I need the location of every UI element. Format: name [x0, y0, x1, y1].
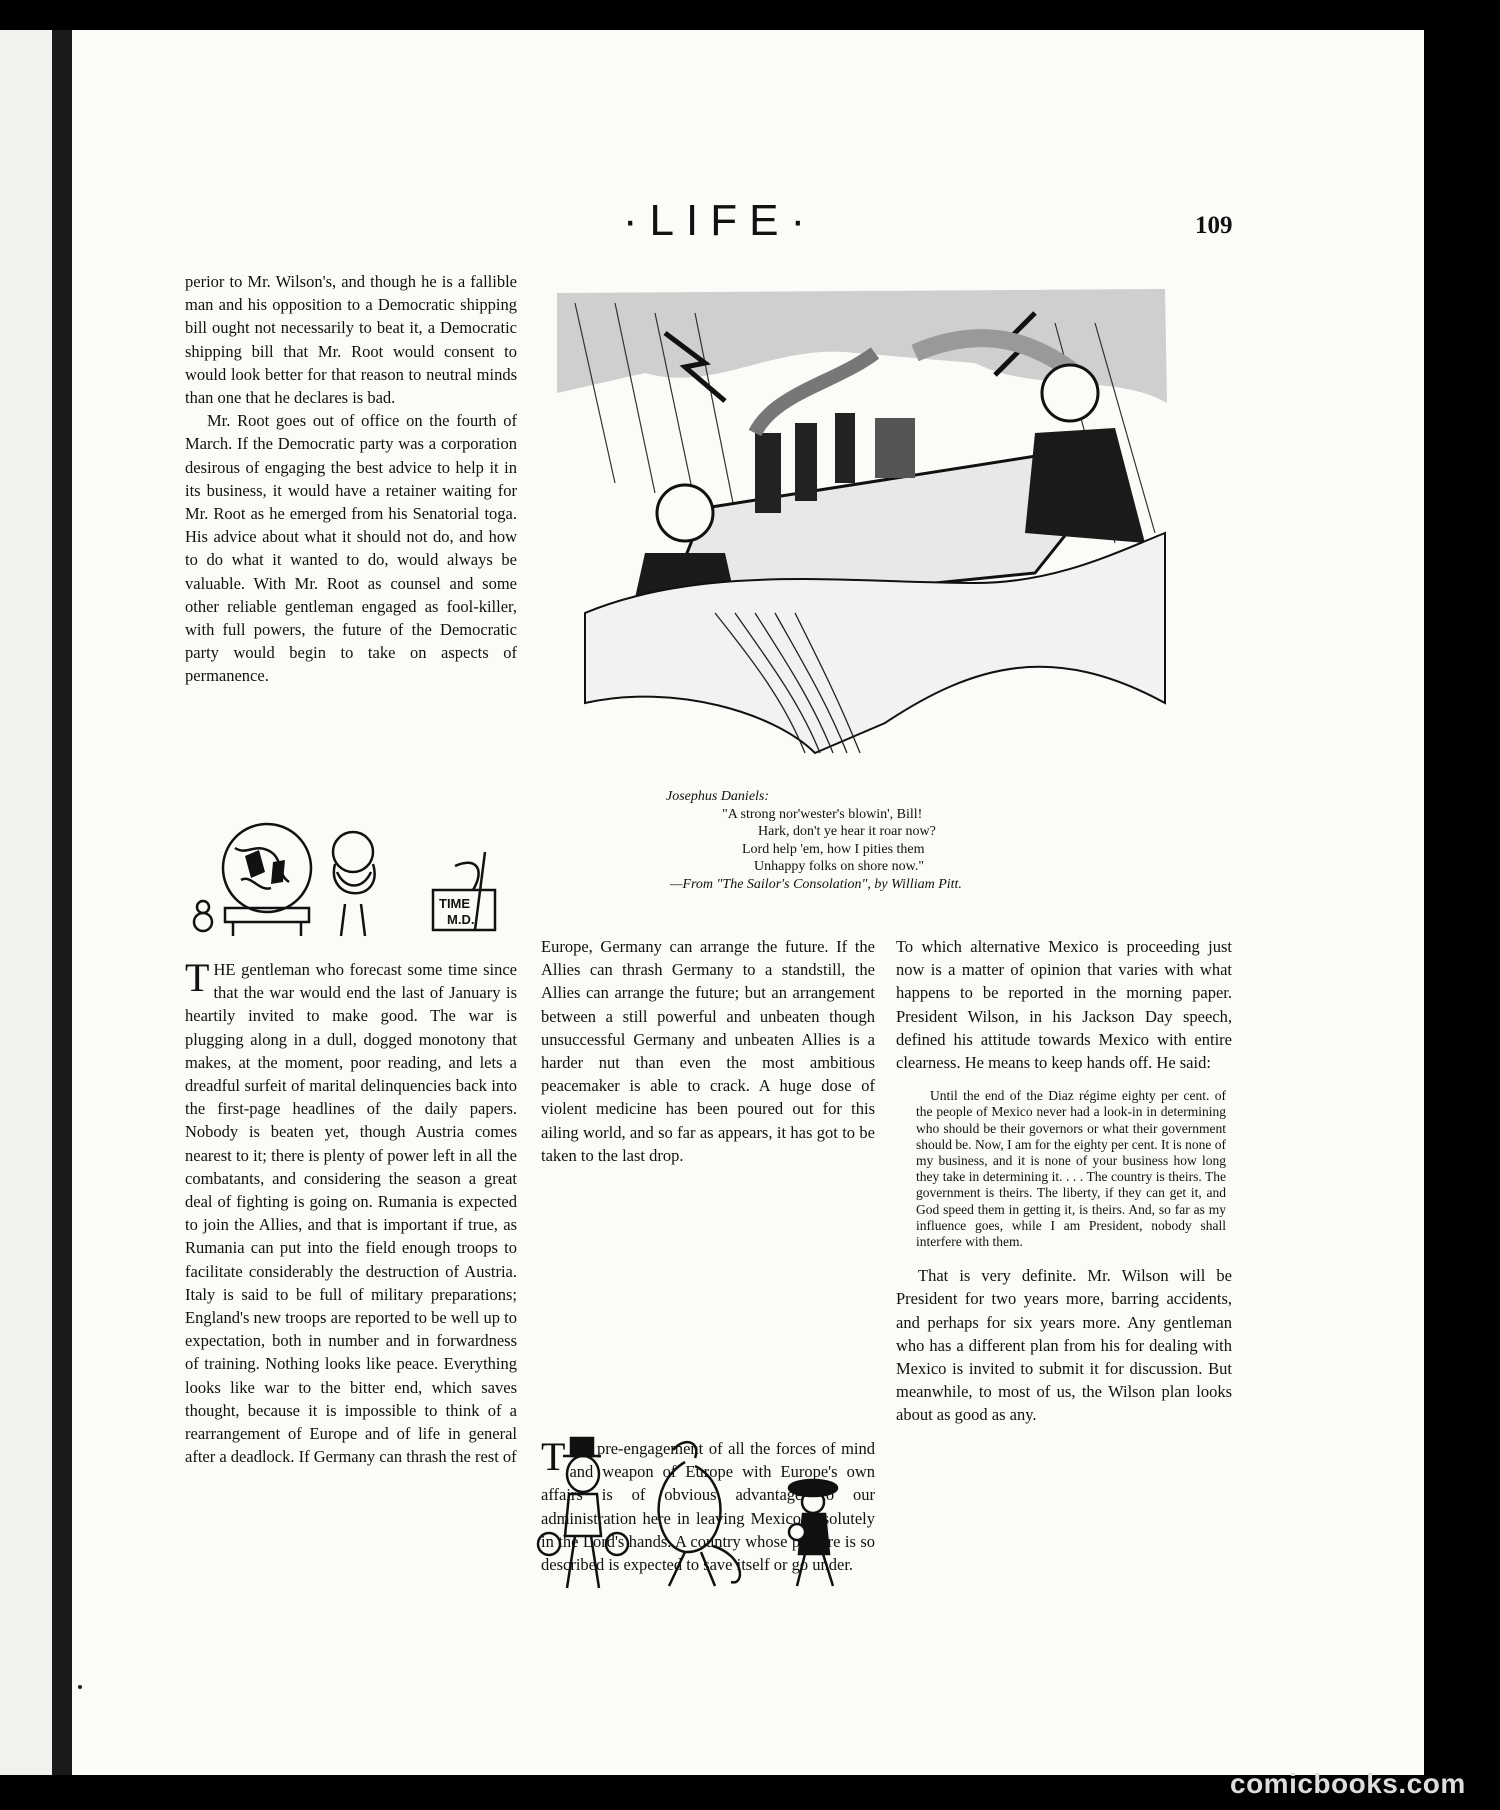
- adjacent-page-edge: [0, 30, 60, 1775]
- paragraph: Mr. Root goes out of office on the fourth of March. If the Democratic party was a corporation desirous of engaging the best advice to help it in its business, it would have a retainer waiting for Mr. Root as he emerged from his Senatorial toga. His advice about what it should not do, and how to do what it wanted to do, would always be valuable. With Mr. Root as counsel and some other reliable gentleman engaged as fool-killer, with full powers, the future of the Democratic party would begin to take on aspects of permanence.: [185, 411, 517, 686]
- paragraph-text: HE gentleman who forecast some time since that the war would end the last of January is heartily invited to make good. The war is plugging along in a dull, dogged monotony that makes, at the moment, poor reading, and lets a dreadful surfeit of marital delinquencies back into the first-page headlines of the daily papers. Nobody is beaten yet, though Austria comes nearest to it; there is plenty of power left in all the combatants, and considering the season a great deal of fighting is going on. Rumania is expected to join the Allies, and that is important if true, as Rumania can put into the field enough troops to facilitate considerably the destruction of Austria. Italy is said to be full of military preparations; England's new troops are reported to be well up to expectation, both in number and in forwardness of training. Nothing looks like peace. Everything looks like war to the bitter end, which saves thought, because it is impossible to think of a rearrangement of Europe and of life in general after a deadlock. If Germany can thrash the rest of: [185, 960, 517, 1467]
- column-3: [896, 935, 1232, 1427]
- drop-cap: T: [185, 955, 210, 1000]
- page-number: 109: [1195, 212, 1233, 239]
- navy-storm-cartoon: [555, 283, 1175, 778]
- svg-text:M.D.: M.D.: [447, 912, 475, 927]
- cartoon-caption: [650, 788, 1110, 893]
- column-1-bottom: [185, 955, 517, 1468]
- caption-source: —From "The Sailor's Consolation", by William Pitt.: [670, 876, 962, 892]
- column-2-top: [541, 935, 875, 1167]
- paragraph: [185, 955, 517, 1468]
- paragraph: To which alternative Mexico is proceeding just now is a matter of opinion that varies with what happens to be reported in the morning paper. President Wilson, in his Jackson Day speech, defined his attitude towards Mexico with entire clearness. He means to keep hands off. He said:: [896, 937, 1232, 1073]
- globe-and-doctor-vignette: [185, 812, 515, 938]
- caption-line: "A strong nor'wester's blowin', Bill!: [722, 806, 923, 822]
- watermark: comicbooks.com: [1230, 1768, 1466, 1799]
- drop-cap: T: [541, 1434, 566, 1479]
- caption-speaker: Josephus Daniels:: [666, 789, 770, 804]
- block-quote: [916, 1088, 1226, 1250]
- caption-line: Hark, don't ye hear it roar now?: [758, 824, 936, 839]
- binding-gutter: [52, 30, 72, 1775]
- caption-line: Unhappy folks on shore now.": [754, 859, 925, 874]
- scan-speck: [78, 1685, 82, 1689]
- magazine-title: ·LIFE·: [622, 196, 818, 245]
- paragraph: Europe, Germany can arrange the future. If the Allies can thrash Germany to a standstill, the Allies can arrange the future; but an arrangement between a still powerful and unbeaten though unsuccessful Germany and unbeaten Allies is a harder nut than even the most ambitious peacemaker is able to crack. A huge dose of violent medicine has been poured out for this ailing world, and so far as appears, it has got to be taken to the last drop.: [541, 937, 875, 1165]
- quote-text: Until the end of the Diaz régime eighty per cent. of the people of Mexico never had a look-in in determining who should be their governors or what their government should be. Now, I am for the eighty per cent. It is none of my business, and it is none of your business how long they take in determining it. . . . The country is theirs. The government is theirs. The liberty, if they can get it, and God speed them in getting it, is theirs. And, so far as my influence goes, while I am President, nobody shall interfere with them.: [916, 1088, 1226, 1250]
- column-2-bottom-text: [541, 1434, 875, 1576]
- svg-text:TIME: TIME: [439, 896, 471, 911]
- paragraph: That is very definite. Mr. Wilson will be President for two years more, barring accidents, and perhaps for six years more. Any gentleman who has a different plan from his for dealing with Mexico is invited to submit it for discussion. But meanwhile, to most of us, the Wilson plan looks about as good as any.: [896, 1266, 1232, 1425]
- column-1-top: [185, 270, 517, 688]
- paragraph: perior to Mr. Wilson's, and though he is a fallible man and his opposition to a Democratic shipping bill ought not necessarily to beat it, a Democratic shipping bill that Mr. Root would consent to would look better for that reason to neutral minds than one that he declares is bad.: [185, 272, 517, 408]
- caption-line: Lord help 'em, how I pities them: [742, 841, 925, 857]
- paragraph-text: HE pre-engagement of all the forces of mind and weapon of Europe with Europe's own affairs is of obvious advantage to our administration here in leaving Mexico absolutely in the Lord's hands. A country whose posture is so described is expected to save itself or go under.: [541, 1439, 875, 1575]
- paragraph: [541, 1434, 875, 1576]
